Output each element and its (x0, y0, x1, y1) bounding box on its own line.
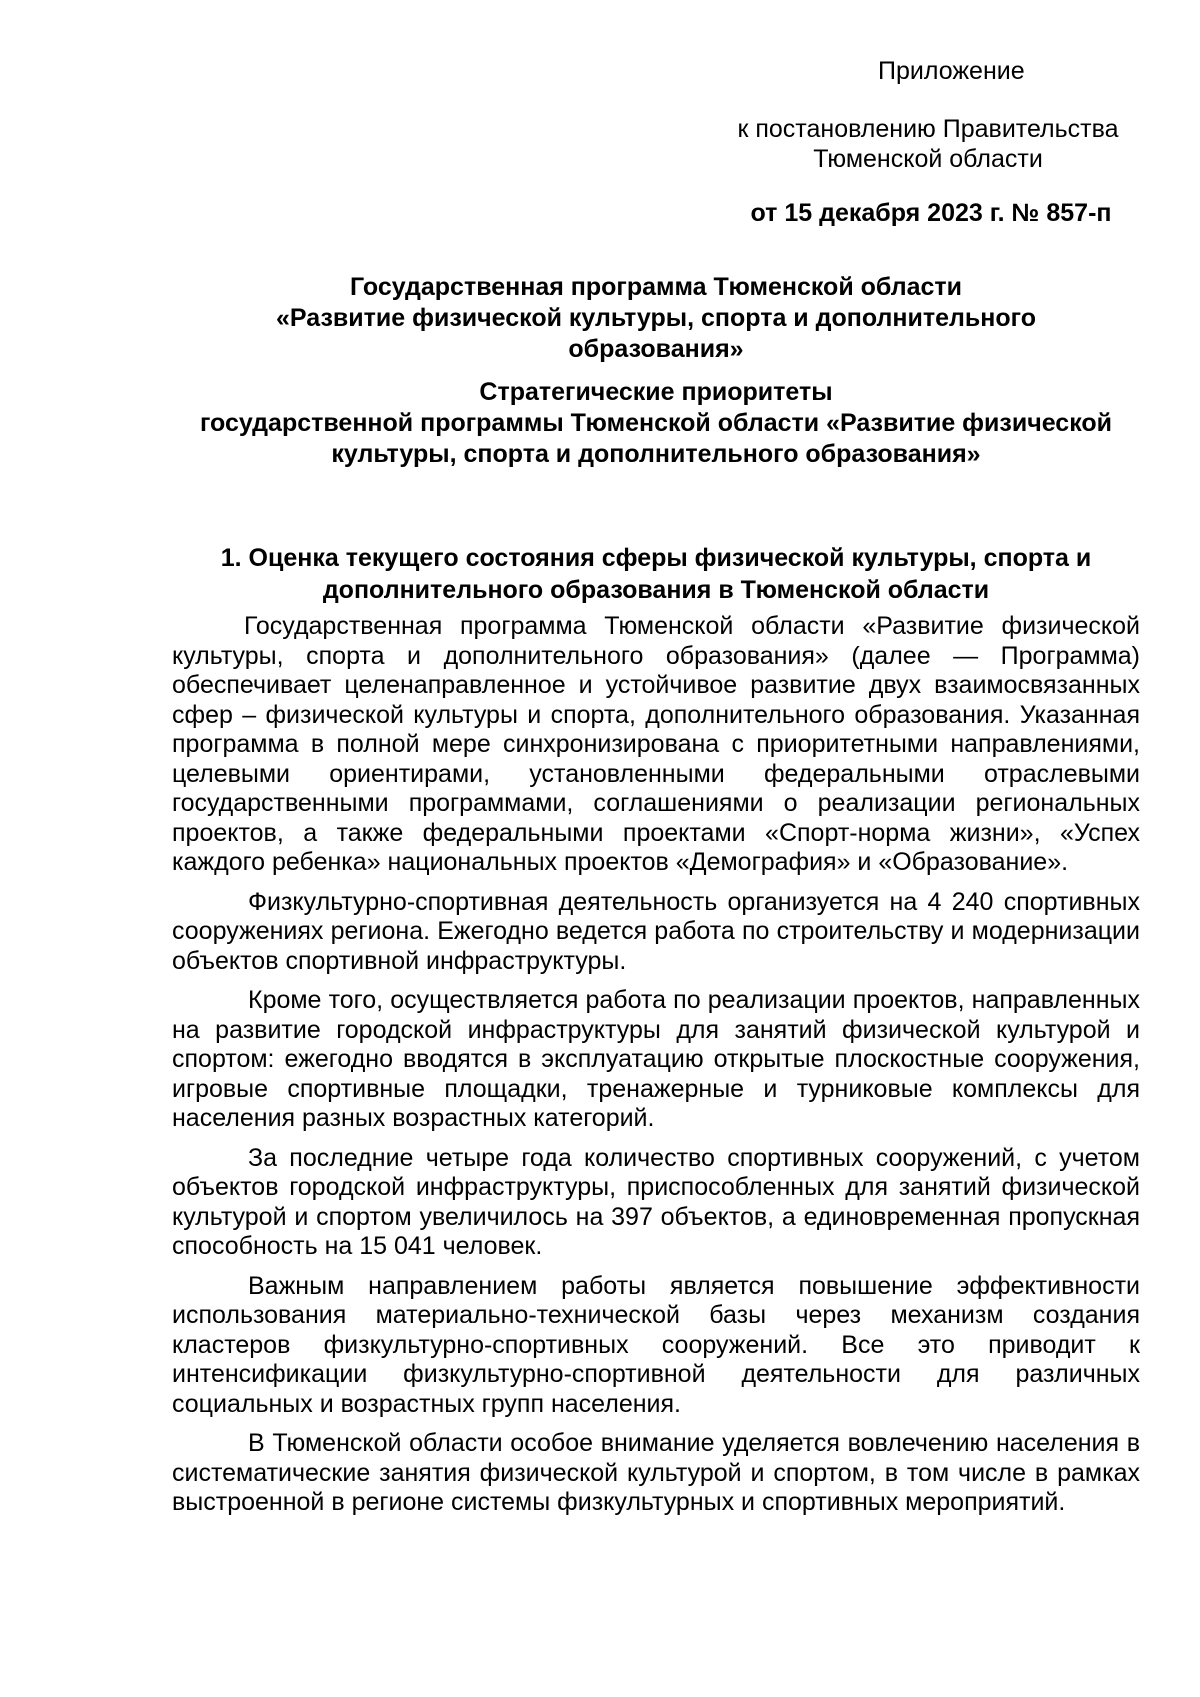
paragraph: В Тюменской области особое внимание уделяется вовлечению населения в систематические занятия физической культурой и спортом, в том числе в рамках выстроенной в регионе системы физкультурных и спортивных мероприятий. (172, 1429, 1140, 1516)
section-heading-line: 1. Оценка текущего состояния сферы физической культуры, спорта и (220, 544, 1092, 572)
paragraph: Физкультурно-спортивная деятельность организуется на 4 240 спортивных сооружениях региона. Ежегодно ведется работа по строительству и модернизации объектов спортивной инфраструктуры. (172, 887, 1140, 975)
program-title (172, 272, 1140, 365)
annex-title: Приложение (878, 57, 1025, 85)
annex-block (700, 56, 1156, 228)
annex-date-number: от 15 декабря 2023 г. № 857-п (750, 199, 1112, 227)
annex-region-line: Тюменской области (813, 145, 1043, 173)
section-heading (172, 542, 1140, 606)
priorities-title-line: государственной программы Тюменской области «Развитие физической (199, 409, 1113, 437)
section-heading-line: дополнительного образования в Тюменской области (322, 576, 990, 604)
paragraph: Государственная программа Тюменской области «Развитие физической культуры, спорта и дополнительного образования» (далее — Программа) обеспечивает целенаправленное и устойчивое развитие двух взаимосвязанных сфер – физической культуры и спорта, дополнительного образования. Указанная программа в полной мере синхронизирована с приоритетными направлениями, целевыми ориентирами, установленными федеральными отраслевыми государственными программами, соглашениями о реализации региональных проектов, а также федеральными проектами «Спорт-норма жизни», «Успех каждого ребенка» национальных проектов «Демография» и «Образование». (172, 612, 1140, 876)
priorities-title-line: Стратегические приоритеты (479, 378, 833, 406)
paragraph: Кроме того, осуществляется работа по реализации проектов, направленных на развитие городской инфраструктуры для занятий физической культурой и спортом: ежегодно вводятся в эксплуатацию открытые плоскостные сооружения, игровые спортивные площадки, тренажерные и турниковые комплексы для населения разных возрастных категорий. (172, 986, 1140, 1132)
priorities-title (172, 377, 1140, 470)
paragraph: Важным направлением работы является повышение эффективности использования материально-технической базы через механизм создания кластеров физкультурно-спортивных сооружений. Все это приводит к интенсификации физкультурно-спортивной деятельности для различных социальных и возрастных групп населения. (172, 1271, 1140, 1418)
paragraph: За последние четыре года количество спортивных сооружений, с учетом объектов городской инфраструктуры, приспособленных для занятий физической культурой и спортом увеличилось на 397 объектов, а единовременная пропускная способность на 15 041 человек. (172, 1143, 1140, 1260)
section-body (172, 612, 1140, 1518)
program-title-line: «Развитие физической культуры, спорта и дополнительного (276, 304, 1036, 332)
annex-resolution-line: к постановлению Правительства (737, 115, 1119, 143)
priorities-title-line: культуры, спорта и дополнительного образования» (331, 440, 981, 468)
program-title-line: Государственная программа Тюменской области (349, 273, 963, 301)
program-title-line: образования» (568, 335, 744, 363)
